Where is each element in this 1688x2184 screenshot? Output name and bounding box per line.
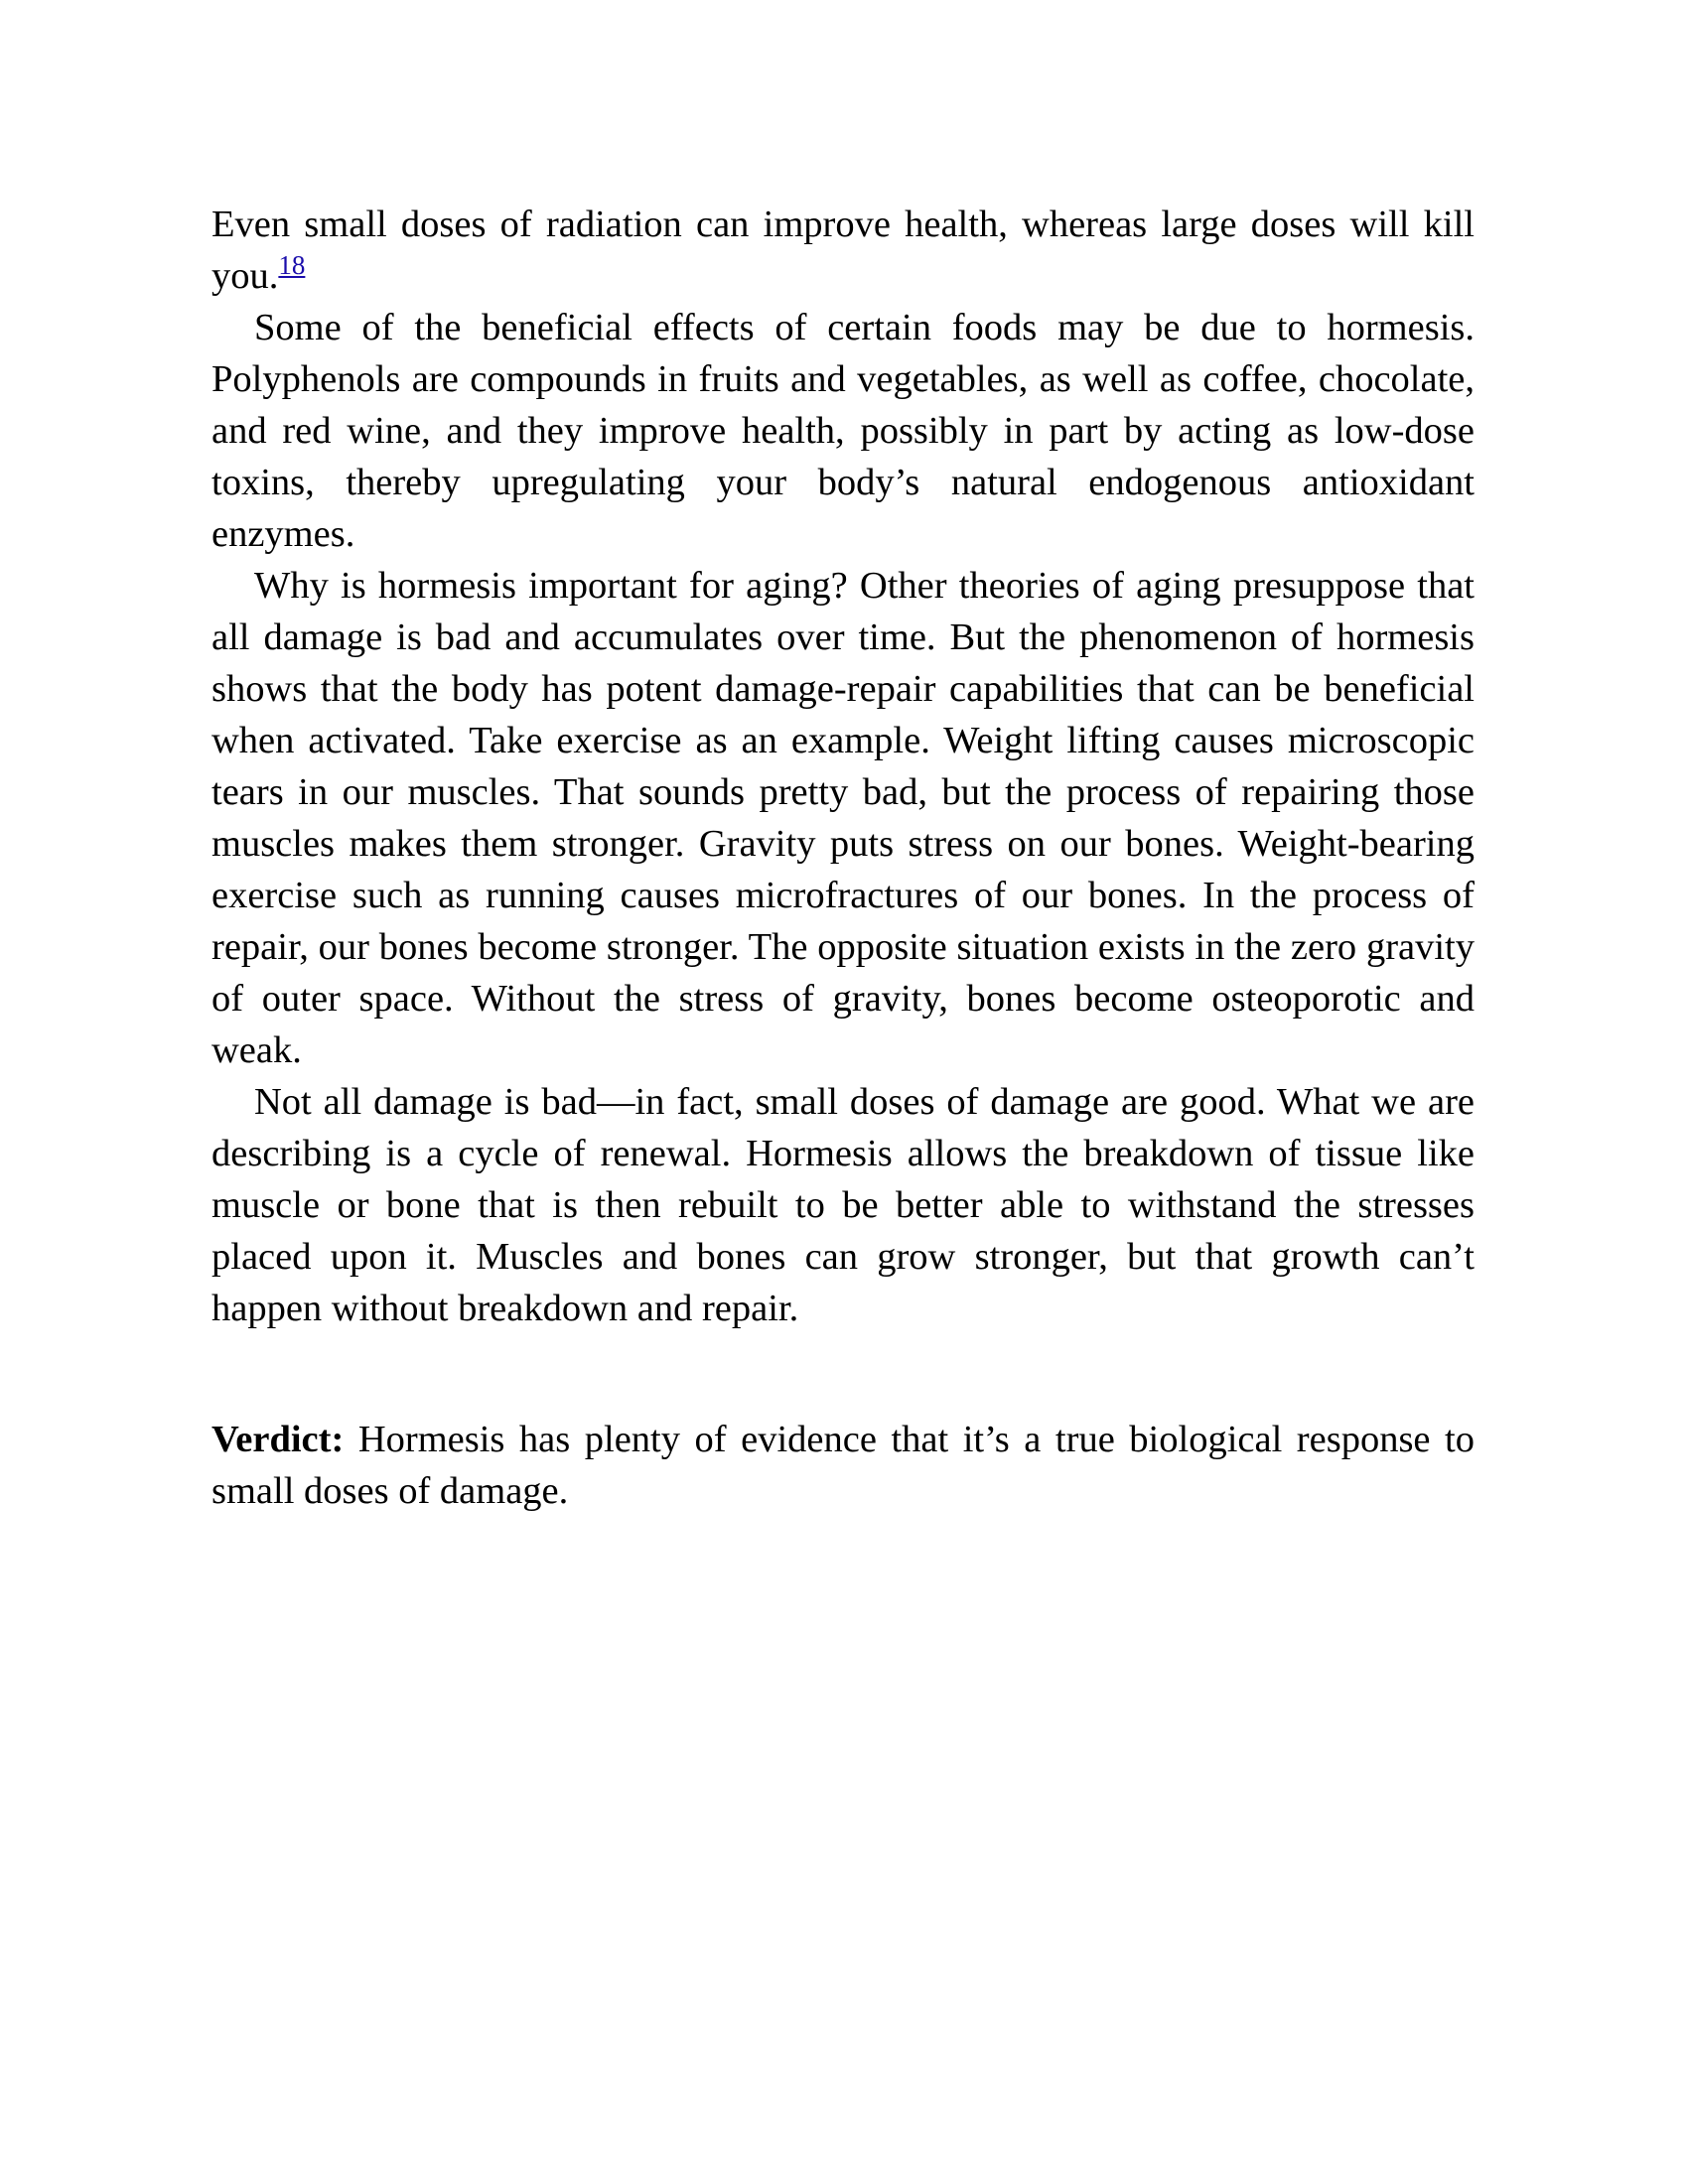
- document-page: [211, 199, 1475, 1517]
- paragraph-radiation-text: Even small doses of radiation can improve health, whereas large doses will kill you.: [211, 204, 1475, 297]
- footnote-link-18[interactable]: 18: [278, 250, 306, 280]
- verdict-label: Verdict:: [211, 1419, 345, 1460]
- verdict-paragraph: [211, 1414, 1475, 1517]
- paragraph-hormesis-aging: Why is hormesis important for aging? Other theories of aging presuppose that all damage is bad and accumulates over time. But the phenomenon of hormesis shows that the body has potent damage-repair capabilities that can be beneficial when activated. Take exercise as an example. Weight lifting causes microscopic tears in our muscles. That sounds pretty bad, but the process of repairing those muscles makes them stronger. Gravity puts stress on our bones. Weight-bearing exercise such as running causes microfractures of our bones. In the process of repair, our bones become stronger. The opposite situation exists in the zero gravity of outer space. Without the stress of gravity, bones become osteoporotic and weak.: [211, 565, 1475, 1071]
- paragraph-cycle-of-renewal: Not all damage is bad—in fact, small doses of damage are good. What we are describing is a cycle of renewal. Hormesis allows the breakdown of tissue like muscle or bone that is then rebuilt to be better able to withstand the stresses placed upon it. Muscles and bones can grow stronger, but that growth can’t happen without breakdown and repair.: [211, 1081, 1475, 1329]
- paragraph-radiation: [211, 199, 1475, 302]
- verdict-text: Hormesis has plenty of evidence that it’s a true biological response to small doses of damage.: [211, 1419, 1475, 1512]
- paragraph-polyphenols: Some of the beneficial effects of certain foods may be due to hormesis. Polyphenols are compounds in fruits and vegetables, as well as coffee, chocolate, and red wine, and they improve health, possibly in part by acting as low-dose toxins, thereby upregulating your body’s natural endogenous antioxidant enzymes.: [211, 307, 1475, 555]
